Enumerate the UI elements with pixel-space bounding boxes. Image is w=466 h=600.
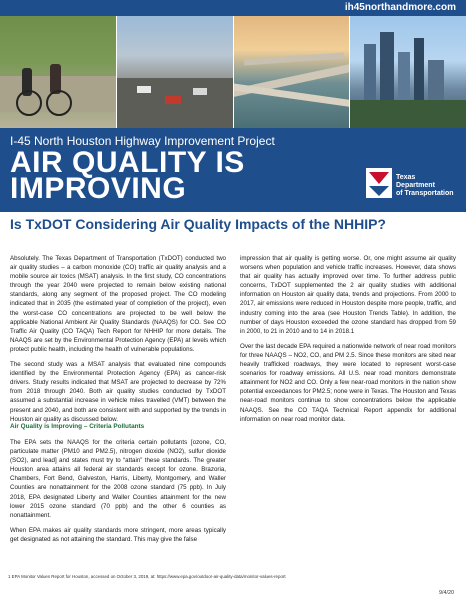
project-name: I-45 North Houston Highway Improvement Project <box>10 134 275 148</box>
footnote: 1 EPA Monitor Values Report for Houston, accessed on October 3, 2019, at: https://www.epa.gov/outdoor-air-quality-data/monitor-values-report <box>8 574 286 579</box>
header-photo-strip <box>0 16 466 128</box>
subheading: Air Quality is Improving – Criteria Pollutants <box>10 423 145 430</box>
photo-highway-traffic <box>117 16 234 128</box>
left-column <box>10 254 226 430</box>
right-column <box>240 254 456 430</box>
txdot-logo-mark <box>366 168 392 198</box>
paragraph: The second study was a MSAT analysis that evaluated nine compounds identified by the Environmental Protection Agency (EPA) as cancer-risk drivers. Study results indicated that MSAT are projected to decrease by 72% from 2018 through 2040. Both air quality studies conducted by TxDOT assumed a substantial increase in vehicle miles travelled (VMT) between the present and 2040, and both are consistent with and supported by the trends in Houston air quality as discussed below. <box>10 361 226 423</box>
paragraph: Absolutely. The Texas Department of Transportation (TxDOT) conducted two air quality studies – a carbon monoxide (CO) traffic air quality analysis and a mobile source air toxics (MSAT) analysis. In the first study, CO concentrations through the year 2040 were projected to remain below existing national standards, along any segment of the proposed project. The CO modeling indicated that in 2035 (the estimated year of completion of the project), even the worst-case CO concentrations are projected to be well below the applicable National Ambient Air Quality Standards (NAAQS) for CO. See CO Traffic Air Quality (CO TAQA) Tech Report for NHHIP for more details. The NAAQS are set by the Environmental Protection Agency (EPA) at levels which protect public health, including the health of vulnerable populations. <box>10 255 226 353</box>
paragraph: Over the last decade EPA required a nationwide network of near road monitors for three NAAQS – NO2, CO, and PM 2.5. Since these monitors are sited near heavily trafficked roadways, they were located to represent worst-case scenarios for roadway emissions. All U.S. near road monitors demonstrate attainment for NO2 and CO. Only a few near-road monitors in the nation show potential exceedances for PM2.5; none were in Texas. The Houston and Texas near-road monitors continue to show concentrations below the applicable NAAQS. See the CO TAQA Technical Report appendix for additional information on near road monitor data. <box>240 342 456 423</box>
paragraph: The EPA sets the NAAQS for the criteria certain pollutants [ozone, CO, particulate matter (PM10 and PM2.5), nitrogen dioxide (NO2), sulfur dioxide (SO2), and lead] and states must try to “attain” these standards. The greater Houston area attains all federal air standards except for ozone. Brazoria, Chambers, Fort Bend, Galveston, Harris, Liberty, Montgomery, and Waller Counties are nonattainment for the 2008 ozone standard (75 ppb). In July 2018, EPA designated Liberty and Waller Counties attainment for the new lower 2015 ozone standard (70 ppb) and the other 6 counties as nonattainment. <box>10 439 226 519</box>
website-url[interactable]: ih45northandmore.com <box>344 2 456 13</box>
page-title: AIR QUALITY IS IMPROVING <box>10 146 245 205</box>
section-heading: Is TxDOT Considering Air Quality Impacts of the NHHIP? <box>10 216 386 232</box>
paragraph: When EPA makes air quality standards more stringent, more areas typically get designated as not attaining the standard. This may give the false <box>10 526 226 543</box>
txdot-logo <box>366 168 454 208</box>
photo-houston-skyline <box>350 16 466 128</box>
page-date: 9/4/20 <box>439 590 454 596</box>
photo-cyclists <box>0 16 117 128</box>
top-bar <box>0 0 466 16</box>
photo-freeway-interchange <box>234 16 351 128</box>
txdot-logo-text: Texas Department of Transportation <box>396 174 454 197</box>
left-column-continued <box>10 438 226 550</box>
paragraph: impression that air quality is getting worse. Or, one might assume air quality worsens when population and vehicle traffic increases. However, data shows that air quality has actually improved over time. To further address public concerns, TxDOT supplemented the 2 air quality studies with additional information on Houston air quality data, trends and projections. From 2000 to 2017, air emissions were reduced in Houston despite more people, traffic, and industry coming into the area (see Houston Trends Table). In addition, the number of days Houston exceeded the ozone standard has dropped from 59 in 2000, to 21 in 2010 and to 14 in 2018.1 <box>240 255 456 335</box>
